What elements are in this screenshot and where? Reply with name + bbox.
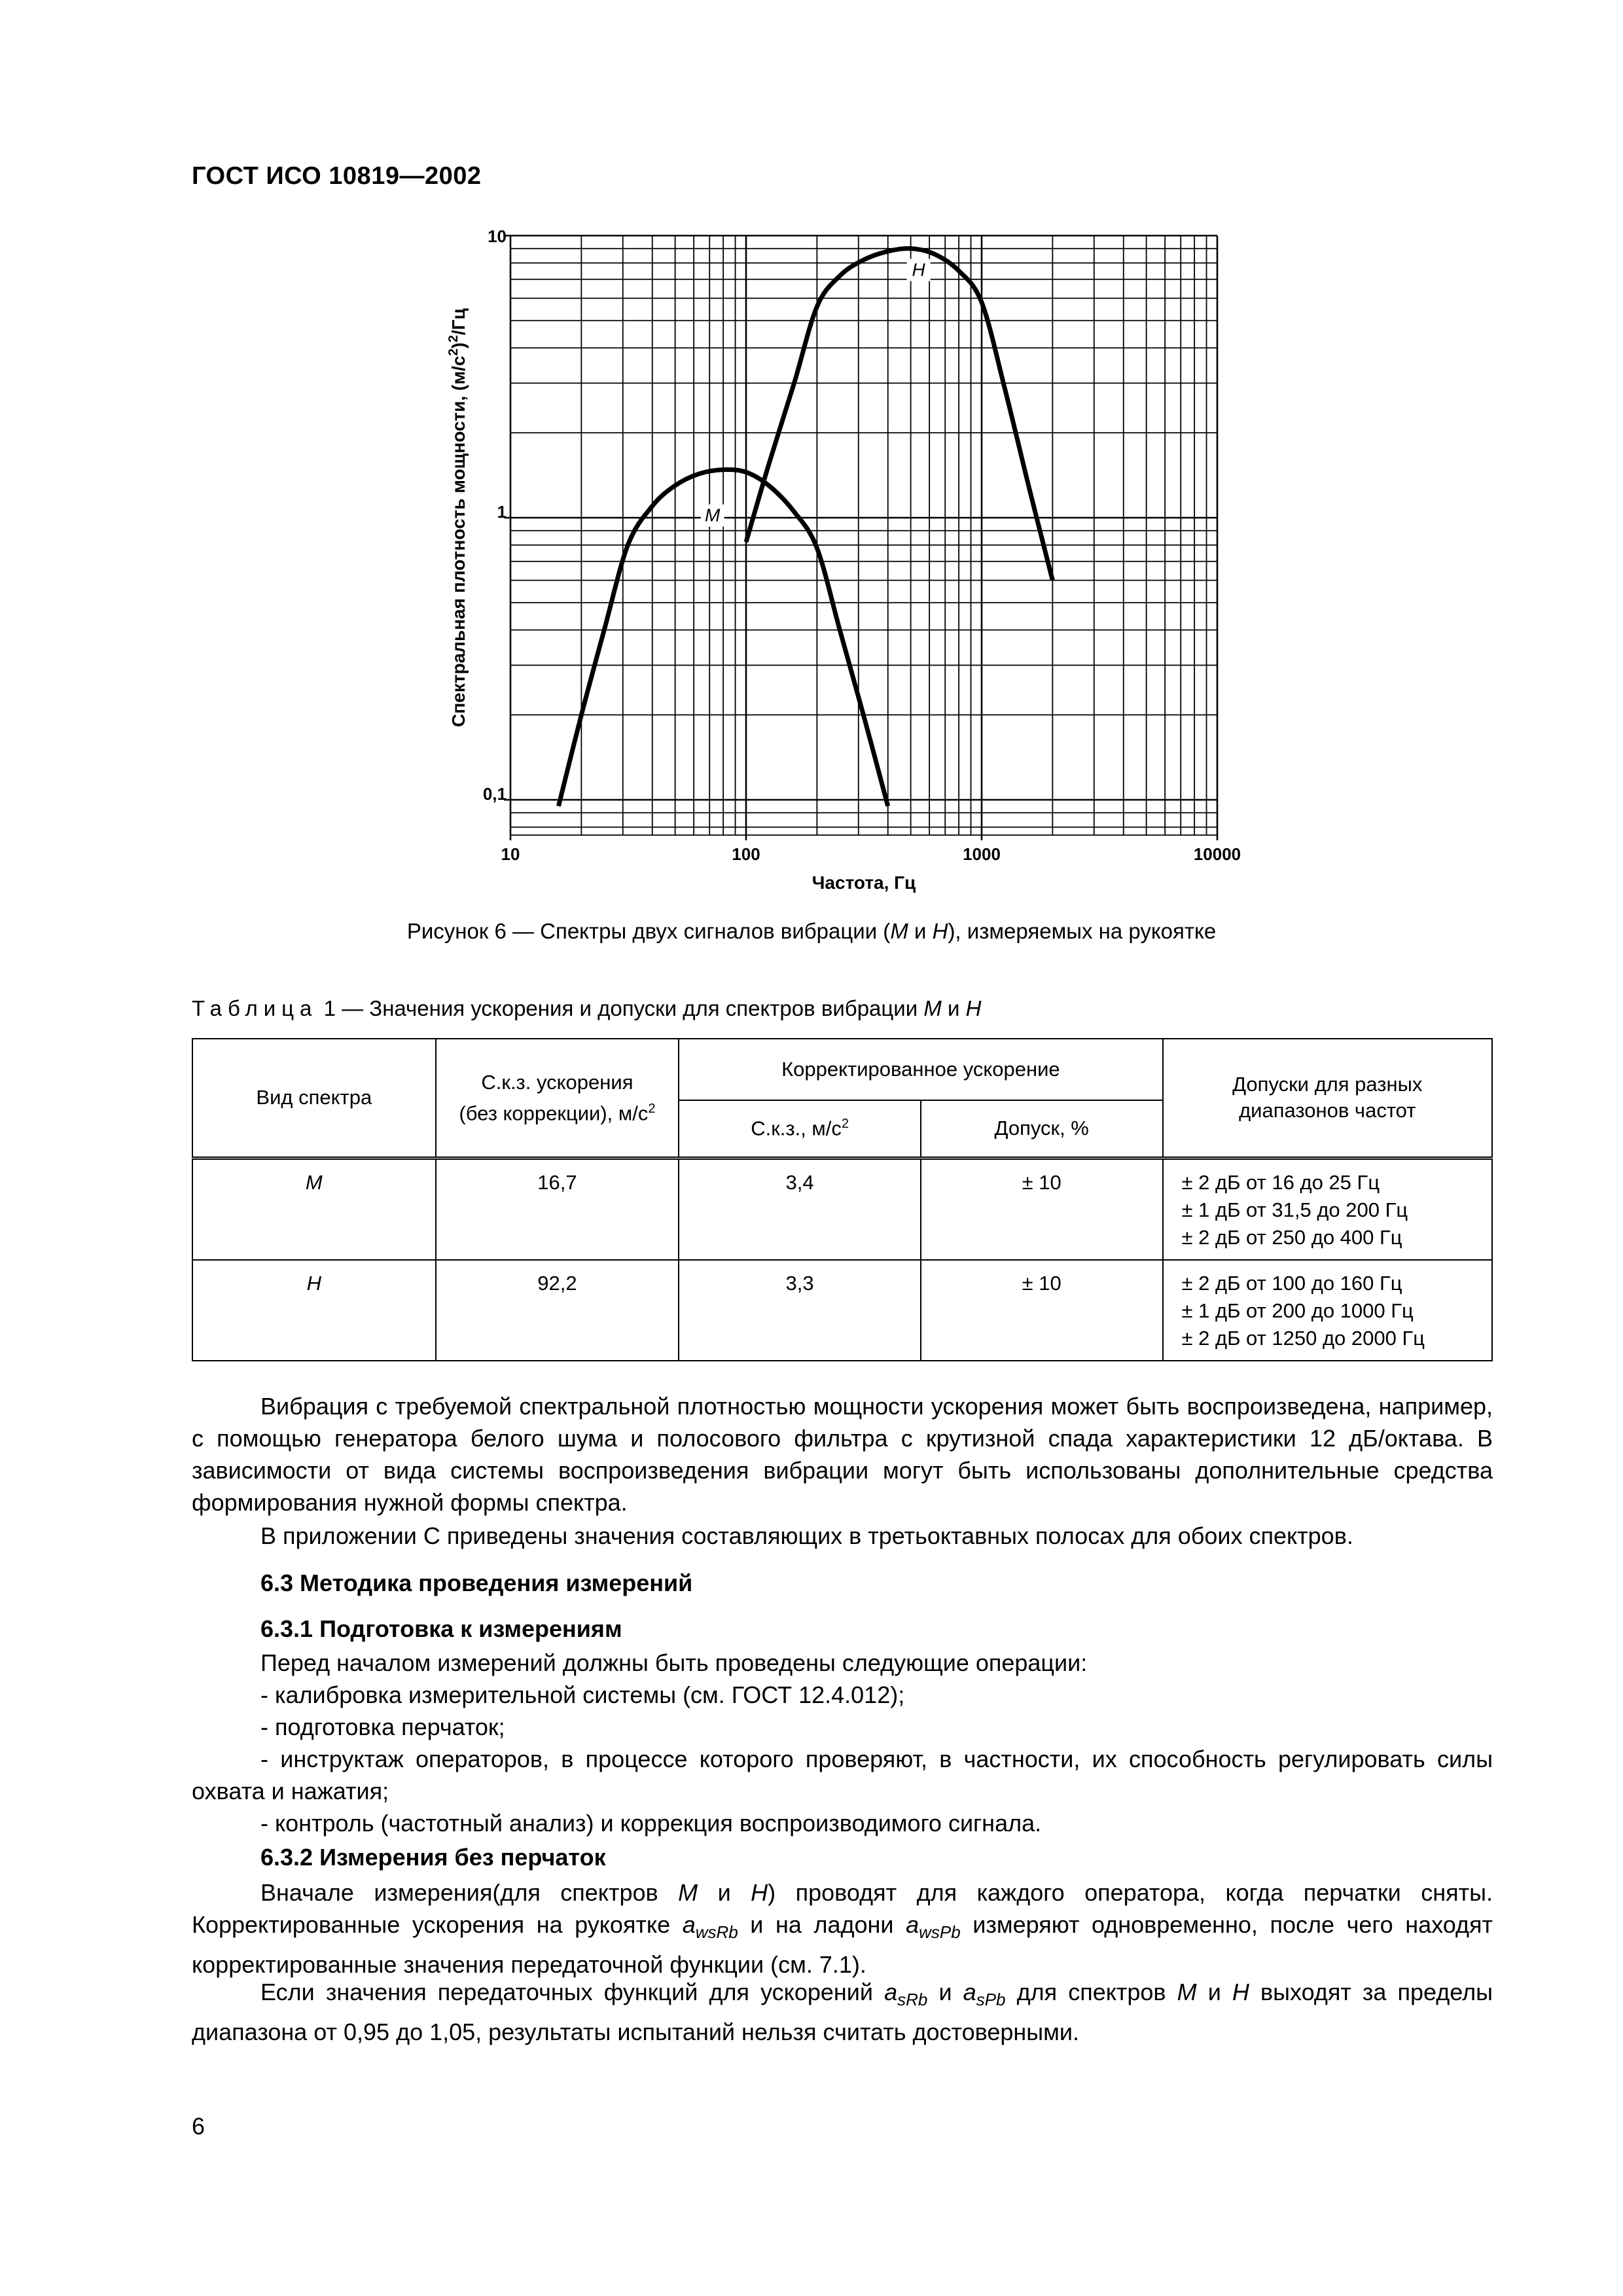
symbol: a xyxy=(963,1979,976,2005)
cell-tol: ± 10 xyxy=(921,1260,1163,1361)
paragraph-operations: Перед началом измерений должны быть проведены следующие операции: xyxy=(260,1649,1088,1676)
cell-tol: ± 10 xyxy=(921,1158,1163,1260)
header-rms-sup: 2 xyxy=(648,1101,656,1116)
range-line: ± 2 дБ от 16 до 25 Гц xyxy=(1181,1170,1380,1194)
table-title xyxy=(192,996,981,1021)
values-table xyxy=(192,1038,1493,1361)
text: и xyxy=(1196,1979,1232,2005)
header-corrected: Корректированное ускорение xyxy=(679,1039,1162,1100)
table-title-and: и xyxy=(941,996,966,1020)
range-line: ± 2 дБ от 1250 до 2000 Гц xyxy=(1181,1326,1425,1350)
x-tick-label: 1000 xyxy=(963,844,1001,864)
list-item: - калибровка измерительной системы (см. ГОСТ 12.4.012); xyxy=(260,1681,905,1708)
table-row xyxy=(192,1158,1492,1260)
y-axis-label-part: Спектральная плотность мощности, (м/с xyxy=(448,355,469,727)
section-heading-6-3-1: 6.3.1 Подготовка к измерениям xyxy=(260,1615,622,1642)
text: ) проводят для каждого оператора, когда перчатки сняты. Корректированные ускорения на рукоятке xyxy=(192,1879,1493,1938)
y-axis-label-part: /Гц xyxy=(448,308,469,336)
table-row xyxy=(192,1260,1492,1361)
section-heading-6-3: 6.3 Методика проведения измерений xyxy=(260,1570,693,1596)
page-number: 6 xyxy=(192,2113,205,2140)
list-item: - подготовка перчаток; xyxy=(260,1713,505,1740)
y-axis-label-sup: 2 xyxy=(446,335,461,343)
text: H xyxy=(1232,1979,1249,2005)
caption-m: M xyxy=(890,919,908,943)
range-line: ± 2 дБ от 250 до 400 Гц xyxy=(1181,1225,1402,1249)
section-heading-6-3-2: 6.3.2 Измерения без перчаток xyxy=(260,1844,606,1871)
document-header: ГОСТ ИСО 10819—2002 xyxy=(192,162,482,190)
cell-ranges xyxy=(1163,1260,1493,1361)
header-tolerance: Допуск, % xyxy=(921,1100,1163,1158)
paragraph-generator: Вибрация с требуемой спектральной плотностью мощности ускорения может быть воспроизведена, например, с помощью генератора белого шума и полосового фильтра с крутизной спада характеристики 12 дБ/октава. В зависимости от вида системы воспроизведения вибрации могут быть использованы дополнительные средства формирования нужной формы спектра. xyxy=(192,1393,1493,1516)
y-tick-label: 0,1 xyxy=(482,784,507,804)
cell-corr: 3,4 xyxy=(679,1158,921,1260)
header-corr-rms-sup: 2 xyxy=(841,1117,849,1132)
paragraph-appendix: В приложении С приведены значения составляющих в третьоктавных полосах для обоих спектров. xyxy=(260,1522,1353,1549)
y-tick-label: 10 xyxy=(488,226,507,246)
text: и xyxy=(927,1979,963,2005)
spectrum-chart xyxy=(445,216,1270,910)
header-corrected-rms xyxy=(679,1100,921,1158)
symbol: a xyxy=(906,1911,919,1938)
range-line: ± 1 дБ от 31,5 до 200 Гц xyxy=(1181,1198,1408,1221)
symbol: a xyxy=(884,1979,898,2005)
header-freq-tolerance xyxy=(1163,1039,1493,1158)
text: измеряют одновременно, после чего находят корректированные значения передаточной функции (см. 7.1). xyxy=(192,1911,1493,1979)
table-number: 1 xyxy=(323,996,336,1020)
header-rms-line1: С.к.з. ускорения xyxy=(481,1070,633,1094)
x-tick-label: 100 xyxy=(732,844,760,864)
subscript: wsPb xyxy=(919,1922,961,1943)
cell-rms: 92,2 xyxy=(436,1260,679,1361)
text: M xyxy=(1177,1979,1197,2005)
paragraph-validity xyxy=(192,1976,1493,2048)
cell-type: H xyxy=(192,1260,436,1361)
header-freq-tol-line1: Допуски для разных xyxy=(1232,1073,1423,1096)
subscript: sPb xyxy=(976,1990,1006,2010)
text: выходят за пределы диапазона от 0,95 до 1,05, результаты испытаний нельзя считать достоверными. xyxy=(192,1979,1493,2046)
header-corr-rms-text: С.к.з., м/с xyxy=(751,1117,842,1140)
text: Вначале измерения(для спектров xyxy=(260,1879,679,1906)
caption-and: и xyxy=(908,919,933,943)
y-tick-label: 1 xyxy=(497,502,507,522)
cell-corr: 3,3 xyxy=(679,1260,921,1361)
x-tick-label: 10 xyxy=(501,844,520,864)
figure-caption xyxy=(0,919,1623,944)
list-item: - контроль (частотный анализ) и коррекция воспроизводимого сигнала. xyxy=(260,1810,1042,1837)
text: для спектров xyxy=(1005,1979,1177,2005)
text: и xyxy=(698,1879,751,1906)
table-label: Таблица xyxy=(192,996,318,1020)
header-rms-unit: (без коррекции), м/с xyxy=(459,1101,649,1124)
cell-ranges xyxy=(1163,1158,1493,1260)
header-spectrum-type: Вид спектра xyxy=(192,1039,436,1158)
series-label-m: M xyxy=(704,505,721,526)
caption-h: H xyxy=(932,919,948,943)
text: H xyxy=(751,1879,768,1906)
table-title-m: M xyxy=(923,996,942,1020)
chart-svg xyxy=(445,216,1270,910)
symbol: a xyxy=(682,1911,696,1938)
range-line: ± 2 дБ от 100 до 160 Гц xyxy=(1181,1271,1402,1295)
series-label-h: H xyxy=(912,259,925,280)
cell-type: M xyxy=(192,1158,436,1260)
x-tick-label: 10000 xyxy=(1193,844,1241,864)
list-item: - инструктаж операторов, в процессе которого проверяют, в частности, их способность регулировать силы охвата и нажатия; xyxy=(192,1746,1493,1804)
header-rms xyxy=(436,1039,679,1158)
subscript: sRb xyxy=(897,1990,928,2010)
cell-rms: 16,7 xyxy=(436,1158,679,1260)
y-axis-label-part: ) xyxy=(448,342,469,349)
x-axis-label: Частота, Гц xyxy=(812,872,916,893)
table-title-text: — Значения ускорения и допуски для спектров вибрации xyxy=(335,996,924,1020)
table-title-h: H xyxy=(965,996,982,1020)
caption-suffix: ), измеряемых на рукоятке xyxy=(948,919,1217,943)
subscript: wsRb xyxy=(695,1922,738,1943)
text: и на ладони xyxy=(738,1911,906,1938)
caption-prefix: Рисунок 6 — Спектры двух сигналов вибрации ( xyxy=(406,919,891,943)
header-freq-tol-line2: диапазонов частот xyxy=(1239,1099,1416,1122)
y-axis-label-sup: 2 xyxy=(446,348,461,356)
paragraph-measurement xyxy=(192,1876,1493,1981)
text: M xyxy=(678,1879,698,1906)
range-line: ± 1 дБ от 200 до 1000 Гц xyxy=(1181,1299,1414,1322)
text: Если значения передаточных функций для ускорений xyxy=(260,1979,885,2005)
header-rms-line2 xyxy=(444,1096,671,1126)
y-axis-label xyxy=(446,308,469,727)
